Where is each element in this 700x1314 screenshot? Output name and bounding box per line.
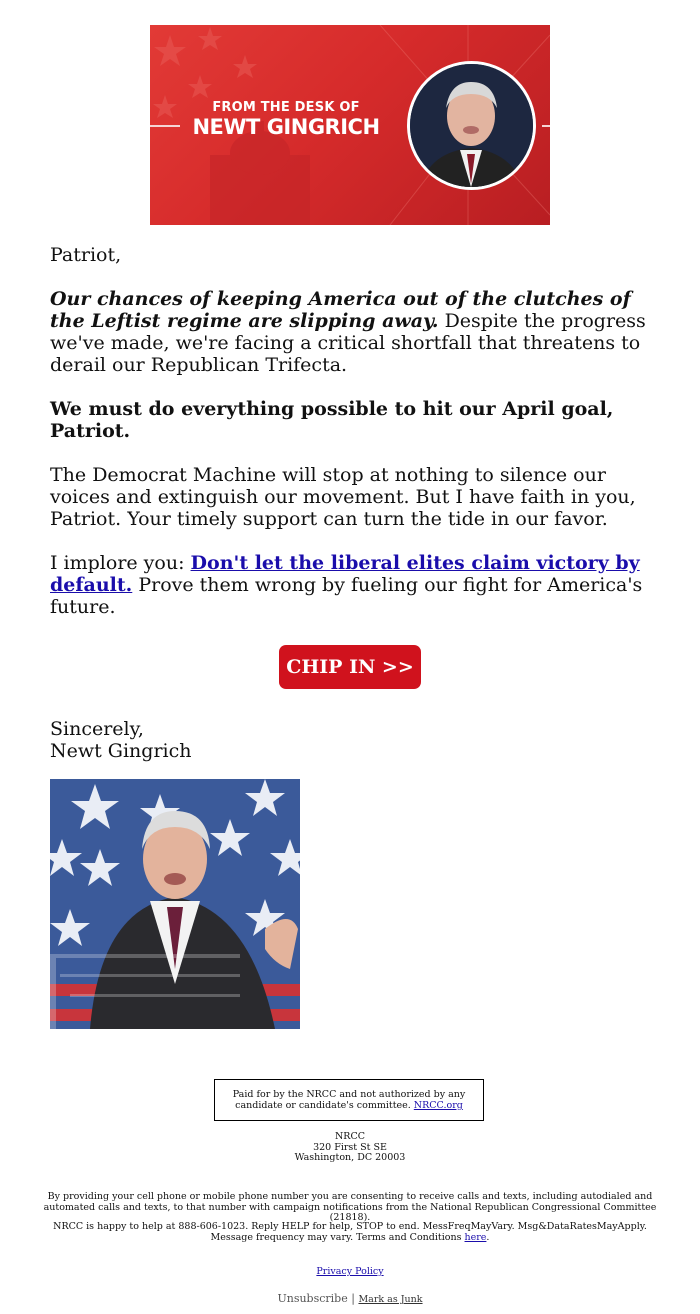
help-period: .	[486, 1231, 490, 1243]
link-separator: |	[351, 1292, 355, 1305]
chip-in-button[interactable]: CHIP IN >>	[279, 645, 421, 689]
nrcc-link[interactable]: NRCC.org	[413, 1100, 463, 1111]
help-text-body: NRCC is happy to help at 888-606-1023. Reply HELP for help, STOP to end. MessFreqMayVary. Msg&DataRatesMayApply. Message frequency may vary. Terms and Conditions	[53, 1221, 647, 1243]
paragraph-1	[50, 288, 650, 376]
gingrich-photo	[50, 779, 300, 1029]
paragraph-3: The Democrat Machine will stop at nothing to silence our voices and extinguish our movement. But I have faith in you, Patriot. Your timely support can turn the tide in our favor.	[50, 464, 636, 530]
banner-name-text: NEWT GINGRICH	[192, 115, 380, 139]
portrait-illustration	[410, 64, 533, 187]
paragraph-1-emphasis: Our chances of keeping America out of the clutches of the Leftist regime are slipping away.	[50, 288, 631, 332]
paragraph-4-end: Prove them wrong by fueling our fight for America's future.	[50, 574, 643, 618]
sms-consent-text: By providing your cell phone or mobile phone number you are consenting to receive calls and texts, including autodialed and automated calls and texts, to that number with campaign notifications from the National Republican Congressional Committee (21818).	[43, 1191, 657, 1223]
terms-link[interactable]: here	[464, 1231, 487, 1243]
paragraph-4	[50, 552, 650, 618]
paragraph-1-rest: Despite the progress we've made, we're facing a critical shortfall that threatens to derail our Republican Trifecta.	[50, 310, 646, 376]
privacy-row	[40, 1267, 660, 1278]
paragraph-4-start: I implore you:	[50, 552, 191, 574]
paragraph-2: We must do everything possible to hit our April goal, Patriot.	[50, 398, 614, 442]
help-text	[40, 1222, 660, 1243]
paid-for-text: Paid for by the NRCC and not authorized by any candidate or candidate's committee.	[232, 1089, 466, 1111]
banner-rule-right	[542, 125, 550, 127]
unsubscribe-row	[40, 1294, 660, 1306]
signature-block	[50, 718, 650, 762]
address-street: 320 First St SE	[313, 1141, 387, 1153]
paid-for-disclaimer	[214, 1079, 484, 1121]
banner-portrait	[407, 61, 536, 190]
banner-from-text: FROM THE DESK OF	[212, 100, 360, 115]
address-city: Washington, DC 20003	[294, 1152, 406, 1163]
donate-text-link[interactable]: Don't let the liberal elites claim victory by default.	[50, 552, 640, 596]
closing: Sincerely,	[50, 718, 144, 740]
mark-as-junk-link[interactable]: Mark as Junk	[358, 1294, 423, 1305]
photo-illustration	[50, 779, 300, 1029]
header-banner	[150, 25, 550, 225]
mailing-address	[200, 1132, 500, 1164]
privacy-policy-link[interactable]: Privacy Policy	[316, 1266, 384, 1277]
greeting: Patriot,	[50, 244, 122, 266]
address-org: NRCC	[334, 1131, 365, 1142]
unsubscribe-link[interactable]: Unsubscribe	[277, 1292, 348, 1305]
signature-name: Newt Gingrich	[50, 740, 192, 762]
